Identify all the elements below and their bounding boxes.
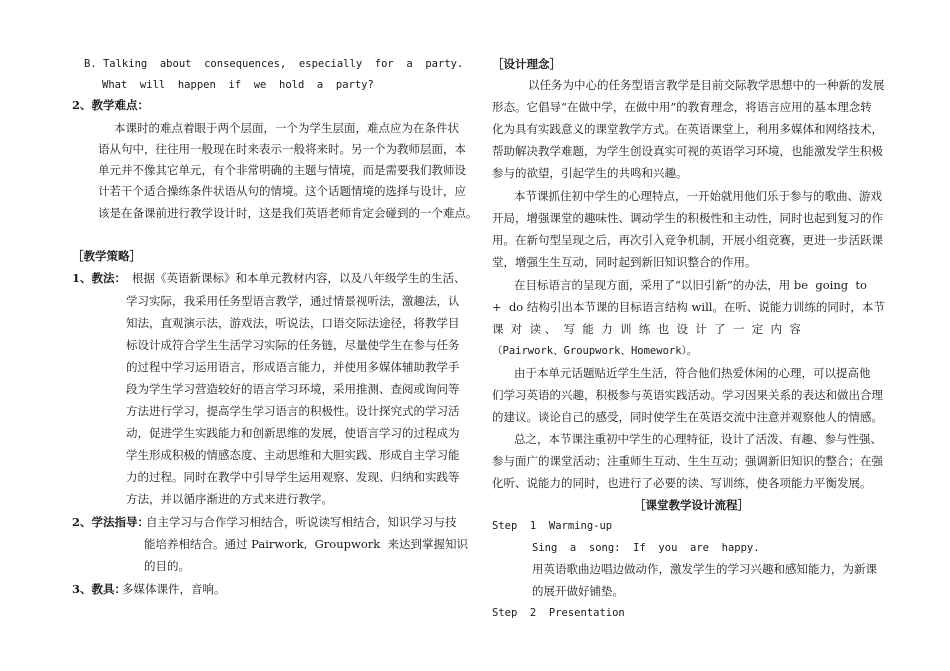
concept-line: 帮助解决教学难题，为学生创设真实可视的英语学习环境，也能激发学生积极 <box>492 144 883 158</box>
concept-line: 们学习英语的兴趣，积极参与英语实践活动。学习因果关系的表达和做出合理 <box>492 388 883 402</box>
concept-line: 化为具有实践意义的课堂教学方式。在英语课堂上，利用多媒体和网络技术， <box>492 122 883 136</box>
method-line: 知法，直观演示法，游戏法，听说法，口语交际法途径，将教学目 <box>126 316 460 330</box>
method-line: 标设计成符合学生生活学习实际的任务链，尽量使学生在参与任务 <box>126 338 460 352</box>
concept-line: 总之，本节课注重初中学生的心理特征，设计了活泼、有趣、参与性强、 <box>514 432 882 446</box>
method-line: 力的过程。同时在教学中引导学生运用观察、发现、归纳和实践等 <box>126 470 460 484</box>
learning-line: 的目的。 <box>144 559 190 573</box>
difficulty-line: 单元并不像其它单元，有个非常明确的主题与情境，而是需要我们教师设 <box>98 163 466 177</box>
difficulty-line: 语从句中，往往用一般现在时来表示一般将来时。另一个为教师层面，本 <box>98 142 466 156</box>
concept-line: 开局，增强课堂的趣味性、调动学生的积极性和主动性，同时也起到复习的作 <box>492 211 883 225</box>
concept-line: 用。在新句型呈现之后，再次引入竞争机制，开展小组竞赛，更进一步活跃课 <box>492 233 883 247</box>
method-line: 的过程中学习运用语言，形成语言能力，并使用多媒体辅助教学手 <box>126 360 460 374</box>
concept-line: 化听、说能力的同时，也进行了必要的读、写训练，使各项能力平衡发展。 <box>492 476 872 490</box>
step-1-title: Step 1 Warming-up <box>492 520 613 532</box>
learning-line: 自主学习与合作学习相结合，听说读写相结合，知识学习与技 <box>146 515 457 529</box>
concept-line: 的建议。谈论自己的感受，同时使学生在英语交流中注意并观察他人的情感。 <box>492 410 883 424</box>
method-line: 方法，并以循序渐进的方式来进行教学。 <box>126 492 333 506</box>
concept-line: 在目标语言的呈现方面，采用了“以旧引新”的办法，用 be going to <box>514 278 867 292</box>
concept-line: 本节课抓住初中学生的心理特点，一开始就用他们乐于参与的歌曲、游戏 <box>514 189 882 203</box>
method-label: 1、教法： <box>72 271 127 285</box>
sub-point-b: B. Talking about consequences, especially for a party. <box>84 58 464 70</box>
method-line: 动，促进学生实践能力和创新思维的发展，使语言学习的过程成为 <box>126 426 460 440</box>
concept-line: 参与面广的课堂活动；注重师生互动、生生互动；强调新旧知识的整合；在强 <box>492 454 883 468</box>
method-line: 段为学生学习营造较好的语言学习环境，采用推测、查阅或询问等 <box>126 382 460 396</box>
concept-line: 堂，增强生生互动，同时起到新旧知识整合的作用。 <box>492 255 757 269</box>
learning-line: 能培养相结合。通过 Pairwork, Groupwork 来达到掌握知识 <box>144 537 469 551</box>
difficulty-line: 本课时的难点着眼于两个层面，一个为学生层面，难点应为在条件状 <box>114 121 459 135</box>
method-line: 学习实际，我采用任务型语言教学，通过情景视听法，激趣法，认 <box>126 294 460 308</box>
concept-line: 课 对 读 、 写 能 力 训 练 也 设 计 了 一 定 内 容 <box>492 322 801 336</box>
difficulty-line: 计若干个适合操练条件状语从句的情境。这个话题情境的选择与设计，应 <box>98 184 466 198</box>
concept-line: 以任务为中心的任务型语言教学是目前交际教学思想中的一种新的发展 <box>528 78 885 92</box>
step-2-title: Step 2 Presentation <box>492 607 625 619</box>
concept-line: 形态。它倡导“在做中学，在做中用”的教育理念，将语言应用的基本理念转 <box>492 100 872 114</box>
step-1-desc: 用英语歌曲边唱边做动作，激发学生的学习兴趣和感知能力，为新课 <box>532 562 877 576</box>
concept-line: + do 结构引出本节课的目标语言结构 will。在听、说能力训练的同时，本节 <box>492 300 885 314</box>
concept-line: （Pairwork、Groupwork、Homework）。 <box>492 345 698 357</box>
sub-point-b-question: What will happen if we hold a party? <box>102 79 374 91</box>
difficulty-line: 该是在备课前进行教学设计时，这是我们英语老师肯定会碰到的一个难点。 <box>98 206 478 220</box>
concept-line: 参与的欲望，引起学生的共鸣和兴趣。 <box>492 166 688 180</box>
strategy-heading: ［教学策略］ <box>72 249 141 263</box>
step-1-desc: 的展开做好铺垫。 <box>532 584 624 598</box>
tools-text: 多媒体课件，音响。 <box>122 582 226 596</box>
method-line: 学生形成积极的情感态度、主动思维和大胆实践、形成自主学习能 <box>126 448 460 462</box>
concept-heading: ［设计理念］ <box>492 57 561 71</box>
method-line: 根据《英语新课标》和本单元教材内容，以及八年级学生的生活、 <box>132 271 466 285</box>
flow-heading: ［课堂教学设计流程］ <box>634 498 749 512</box>
concept-line: 由于本单元话题贴近学生生活，符合他们热爱休闲的心理，可以提高他 <box>514 366 871 380</box>
tools-label: 3、教具： <box>72 582 127 596</box>
method-line: 方法进行学习，提高学生学习语言的积极性。设计探究式的学习活 <box>126 404 460 418</box>
difficulty-heading: 2、教学难点： <box>72 98 150 112</box>
step-1-song: Sing a song: If you are happy. <box>532 542 760 554</box>
learning-label: 2、学法指导： <box>72 515 150 529</box>
